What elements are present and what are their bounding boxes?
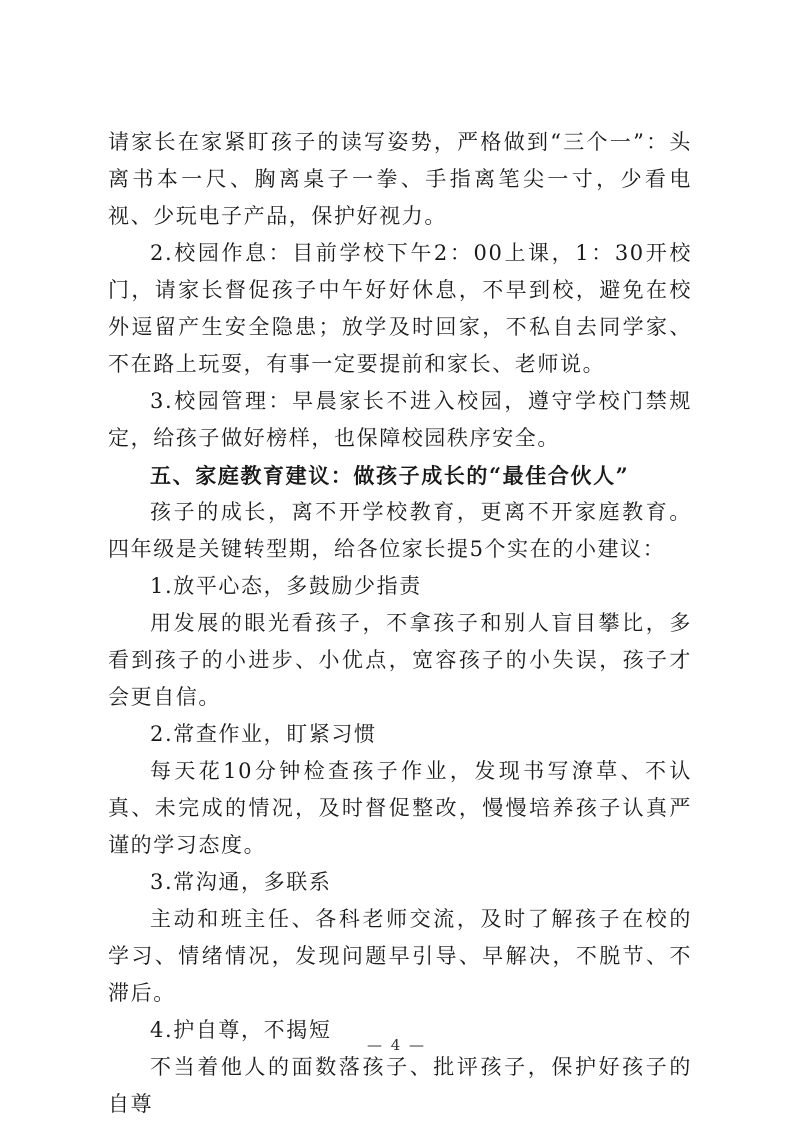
suggestion-title-2: 2.常查作业，盯紧习惯 <box>150 722 377 746</box>
document-body <box>108 124 692 1123</box>
suggestion-title-3: 3.常沟通，多联系 <box>150 870 332 894</box>
suggestion-body-4: 不当着他人的面数落孩子、批评孩子，保护好孩子的自尊 <box>108 1055 692 1116</box>
paragraph-eye-care: 请家长在家紧盯孩子的读写姿势，严格做到“三个一”：头离书本一尺、胸离桌子一拳、手指离笔尖一寸，少看电视、少玩电子产品，保护好视力。 <box>108 130 692 228</box>
suggestion-body-1: 用发展的眼光看孩子，不拿孩子和别人盲目攀比，多看到孩子的小进步、小优点，宽容孩子的小失误，孩子才会更自信。 <box>108 611 692 709</box>
paragraph-school-schedule: 2.校园作息：目前学校下午2：00上课，1：30开校门，请家长督促孩子中午好好休息，不早到校，避免在校外逗留产生安全隐患；放学及时回家，不私自去同学家、不在路上玩耍，有事一定要提前和家长、老师说。 <box>108 241 692 376</box>
paragraph-school-management: 3.校园管理：早晨家长不进入校园，遵守学校门禁规定，给孩子做好榜样，也保障校园秩序安全。 <box>108 389 692 450</box>
section-heading-family-education: 五、家庭教育建议：做孩子成长的“最佳合伙人” <box>150 463 630 488</box>
suggestion-body-2: 每天花10分钟检查孩子作业，发现书写潦草、不认真、未完成的情况，及时督促整改，慢慢培养孩子认真严谨的学习态度。 <box>108 759 692 857</box>
suggestion-title-1: 1.放平心态，多鼓励少指责 <box>150 574 422 598</box>
suggestion-title-4: 4.护自尊，不揭短 <box>150 1018 332 1042</box>
suggestion-body-3: 主动和班主任、各科老师交流，及时了解孩子在校的学习、情绪情况，发现问题早引导、早解决，不脱节、不滞后。 <box>108 907 692 1005</box>
page-number: — 4 — <box>366 1036 427 1054</box>
paragraph-family-intro: 孩子的成长，离不开学校教育，更离不开家庭教育。四年级是关键转型期，给各位家长提5个实在的小建议： <box>108 500 692 561</box>
